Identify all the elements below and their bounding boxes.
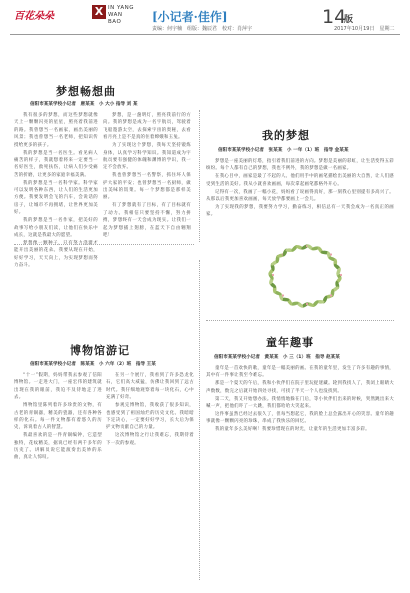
section-title: [小记者·佳作] <box>152 10 228 24</box>
article4-paragraph: 我的童年多么美好啊！我要珍惜现在的时光，让童年的生活更加丰富多彩。 <box>215 427 370 433</box>
article4-paragraph: 童年是一首欢快的歌，童年是一幅美丽的画。在我的童年里，发生了许多有趣的事情，其中有一件事让我至今难忘。 <box>206 366 394 379</box>
article4-title: 童年趣事 <box>266 336 314 349</box>
article2-title: 我的梦想 <box>262 129 310 142</box>
article3-paragraph: 博物馆里陈列着许多珍贵的文物，有古老的青铜器，精美的瓷器，还有各种各样的化石。每一件文物都有着悠久的历史，诉说着古人的智慧。 <box>14 403 102 431</box>
column-divider <box>199 110 200 242</box>
wreath-flower <box>330 253 332 255</box>
article1-paragraph: 我也曾梦想当一名警察，抓住坏人保护大家的平安；也曾梦想当一名厨师，做出美味的饭菜。每一个梦想都是那样美丽。 <box>103 173 191 201</box>
wreath-flower <box>282 294 284 296</box>
wreath-flower <box>330 294 332 296</box>
article3-paragraph: 我最喜欢的是一件青铜编钟，它造型独特，花纹精美，据说已经有两千多年的历史了。讲解员说它能演奏出美妙的乐曲，真让人惊叹。 <box>14 433 102 461</box>
article3-title: 博物馆游记 <box>70 344 130 357</box>
article3-paragraph: 参观完博物馆，我收获了很多知识，也感受到了祖国灿烂的历史文化。我暗暗下定决心，一定要好好学习，长大后为保护文物贡献自己的力量。 <box>106 403 194 431</box>
wreath-flower <box>340 274 342 276</box>
editor-credits: 责编：何宇楠 组版：魏辰君 校对：肖萍宇 <box>152 26 253 32</box>
article2-byline: 信阳市某某学校小记者 张某某 小 一年（1）班 指导 金某某 <box>218 148 349 153</box>
article2-body <box>206 158 394 232</box>
page-number: 14 <box>322 6 347 28</box>
newspaper-logo: 百花朵朵 <box>14 11 54 22</box>
english-name-line2: WAN BAO <box>108 12 123 25</box>
issue-date: 2017年10月19日 星期二 <box>334 26 395 32</box>
article2-paragraph: 在我心目中，画家是最了不起的人。他们用手中的画笔描绘出美丽的大自然，让人们感受到生活的美好。我从小就喜欢画画，每次拿起画笔都格外开心。 <box>206 174 394 187</box>
article1-column1 <box>14 112 98 269</box>
wreath-leaves <box>267 243 342 308</box>
newspaper-x-mark: X <box>92 5 106 19</box>
article4-paragraph: 那是一个夏天的午后，我和小伙伴们在院子里玩捉迷藏。轮到我找人了，我闭上眼睛大声数数，数完之后就开始四处寻找，可找了半天一个人也没找到。 <box>206 381 394 394</box>
article4-body <box>206 365 394 565</box>
article1-paragraph: 有了梦想就有了目标，有了目标就有了动力。我相信只要坚持不懈，努力拼搏，梦想终有一天会成为现实。让我们一起为梦想插上翅膀，在蓝天下自由翱翔吧！ <box>103 203 191 238</box>
article1-paragraph: 梦想像一颗种子，只有努力浇灌才能开出美丽的花朵。我要从现在开始，好好学习，天天向上，为实现梦想而努力奋斗。 <box>14 240 98 269</box>
article1-paragraph: 梦想，是一盏明灯，照亮我前行的方向。我的梦想是成为一名宇航员，驾驶着飞船遨游太空，去探索宇宙的奥秘，去看看月亮上是不是真的住着嫦娥和玉兔。 <box>103 113 191 141</box>
article4-byline: 信阳市某某学校小记者 黄某某 小 三（1）班 指导 赵某某 <box>214 355 340 360</box>
article2-paragraph: 为了实现我的梦想，我要努力学习，勤奋练习，相信总有一天我会成为一名真正的画家。 <box>206 204 394 218</box>
article1-title: 梦想畅想曲 <box>56 85 116 98</box>
newspaper-english-name <box>108 5 136 26</box>
article3-column1 <box>14 372 102 472</box>
wreath-flower <box>306 303 308 305</box>
page-ban-label: 版 <box>344 15 354 25</box>
article1-paragraph: 我的梦想是当一名医生。看见病人痛苦的样子，我就想着将来一定要当一名好医生，救死扶伤，让病人们少受痛苦的折磨，让更多的家庭幸福美满。 <box>14 150 98 178</box>
article3-column2 <box>106 372 194 472</box>
article4-paragraph: 第二天，我又开始想办法。我悄悄地躲在门后，等小伙伴们出来的时候，突然跳出来大喊一声，把他们吓了一大跳，我们都哈哈大笑起来。 <box>206 396 394 410</box>
section-divider <box>206 320 394 321</box>
article2-paragraph: 梦想是一座美丽的灯塔，指引着我们前进的方向。梦想是美丽的彩虹，让生活变得五彩缤纷。每个人都有自己的梦想，我也不例外，我的梦想是做一名画家。 <box>206 159 394 172</box>
article1-column2 <box>103 112 191 240</box>
article4-paragraph: 这件事虽然已经过去很久了，但每当想起它，我的脸上总会露出开心的笑容。童年的趣事就像一颗颗闪亮的珍珠，串成了我快乐的回忆。 <box>206 411 394 425</box>
article1-paragraph: 我的梦想是当一名科学家。科学家可以发明各种东西，让人们的生活更加方便。我要发明会飞的汽车，会说话的房子，让城市不再拥堵，让世界更加美好。 <box>14 180 98 216</box>
article1-paragraph: 我的梦想是当一名作家，把美好的故事写给小朋友们读，让他们在快乐中成长，这就是我最大的愿望。 <box>14 218 98 238</box>
column-divider <box>199 260 200 580</box>
wreath-illustration <box>262 238 348 314</box>
wreath-flower <box>272 274 274 276</box>
article1-paragraph: 为了实现这个梦想，我每天坚持锻炼身体，认真学习科学知识。我知道成为宇航员要有强健的体魄和渊博的学识，我一定不会放弃。 <box>103 143 191 171</box>
english-name-line1: IN YANG <box>108 5 135 11</box>
header-rule <box>10 34 400 35</box>
article1-byline: 信阳市某某学校小记者 唐某某 小 大小 指导 刘 某 <box>30 102 138 107</box>
article3-paragraph: 在另一个展厅，我看到了许多恐龙化石，它们高大威猛，仿佛让我回到了远古时代。我仔细地观察着每一块化石，心中充满了好奇。 <box>106 373 194 401</box>
article3-paragraph: 这次博物馆之行让我难忘，我期待着下一次的参观。 <box>106 433 194 446</box>
article3-byline: 信阳市某某学校小记者 陈某某 小 六年（2）班 指导 王某 <box>30 362 156 367</box>
article1-paragraph: 我有很多的梦想，而这些梦想就像天上一颗颗闪亮的星星，照亮着我前进的路。我曾想当一名画家，画出美丽的风景；我也曾想当一名老师，把知识传授给更多的孩子。 <box>14 113 98 148</box>
article3-paragraph: “十一”假期，妈妈带我去参观了信阳博物馆。一走进大门，一座宏伟的建筑就出现在我的眼前，我迫不及待地走了进去。 <box>14 373 102 401</box>
section-divider <box>14 244 194 245</box>
article2-paragraph: 记得有一次，我画了一幅小花，妈妈看了说画得真好，那一刻我心里别提有多高兴了。从那以后我更加喜欢画画，每天放学都要画上一会儿。 <box>206 189 394 203</box>
